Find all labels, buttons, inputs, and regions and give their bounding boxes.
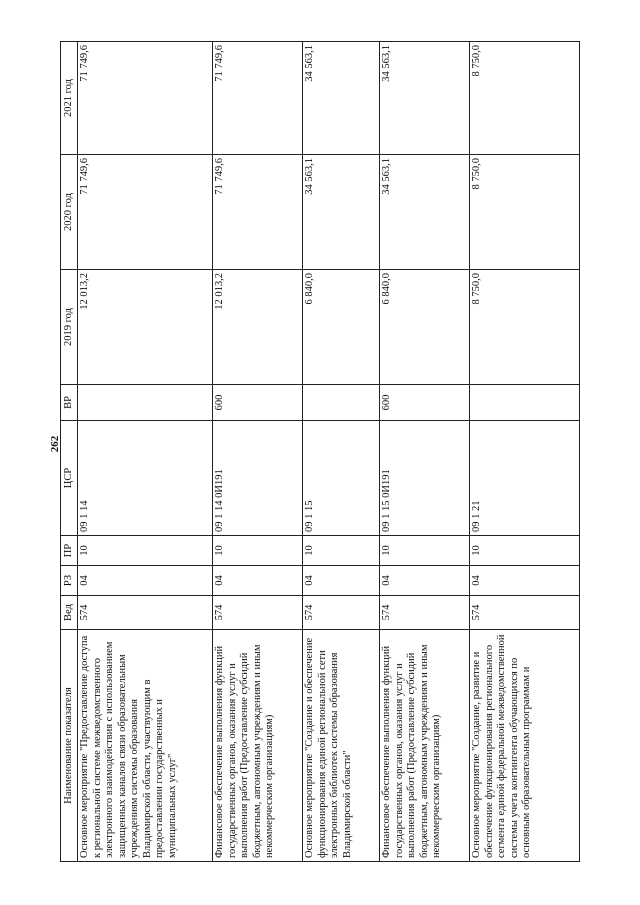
cell-vr — [78, 385, 213, 421]
cell-csr: 09 1 15 — [303, 421, 380, 536]
cell-name: Основное мероприятие "Создание, развитие и обеспечение функционирования регионального сегмента единой федеральной межведомственной системы учета контингента обучающихся по основным образовательным программам и — [470, 630, 580, 862]
cell-name: Финансовое обеспечение выполнения функций государственных органов, оказания услуг и выполнения работ (Предоставление субсидий бюджетным, автономным учреждениям и иным некоммерческим организациям) — [213, 630, 303, 862]
cell-ved: 574 — [303, 596, 380, 630]
header-row — [61, 42, 78, 862]
header-vr: ВР — [61, 385, 78, 421]
cell-2020: 34 563,1 — [380, 155, 470, 270]
cell-csr: 09 1 14 — [78, 421, 213, 536]
cell-vr: 600 — [213, 385, 303, 421]
table-row — [213, 42, 303, 862]
cell-name: Финансовое обеспечение выполнения функций государственных органов, оказания услуг и выполнения работ (Предоставление субсидий бюджетным, автономным учреждениям и иным некоммерческим организациям) — [380, 630, 470, 862]
cell-rz: 04 — [78, 566, 213, 596]
cell-2021: 71 749,6 — [78, 42, 213, 155]
cell-csr: 09 1 15 0И191 — [380, 421, 470, 536]
header-csr: ЦСР — [61, 421, 78, 536]
rotated-page — [60, 42, 580, 862]
header-pr: ПР — [61, 536, 78, 566]
cell-vr — [303, 385, 380, 421]
page-number: 262 — [49, 435, 61, 453]
cell-2020: 8 750,0 — [470, 155, 580, 270]
cell-ved: 574 — [470, 596, 580, 630]
cell-2021: 71 749,6 — [213, 42, 303, 155]
header-2019: 2019 год — [61, 270, 78, 385]
cell-name: Основное мероприятие "Предоставление доступа к региональной системе межведомственного электронного взаимодействия с использованием защищенных каналов связи образовательным учреждениям системы образования Владимирской области, участвующим в предоставлении государственных и муниципальных услуг" — [78, 630, 213, 862]
cell-rz: 04 — [380, 566, 470, 596]
cell-2021: 8 750,0 — [470, 42, 580, 155]
header-2021: 2021 год — [61, 42, 78, 155]
cell-2021: 34 563,1 — [380, 42, 470, 155]
cell-2019: 12 013,2 — [78, 270, 213, 385]
cell-ved: 574 — [380, 596, 470, 630]
table-row — [78, 42, 213, 862]
cell-2021: 34 563,1 — [303, 42, 380, 155]
cell-vr: 600 — [380, 385, 470, 421]
header-name: Наименование показателя — [61, 630, 78, 862]
cell-csr: 09 1 14 0И191 — [213, 421, 303, 536]
table-row — [380, 42, 470, 862]
cell-pr: 10 — [470, 536, 580, 566]
cell-2020: 71 749,6 — [213, 155, 303, 270]
table-row — [303, 42, 380, 862]
cell-ved: 574 — [78, 596, 213, 630]
header-2020: 2020 год — [61, 155, 78, 270]
cell-ved: 574 — [213, 596, 303, 630]
header-rz: РЗ — [61, 566, 78, 596]
cell-pr: 10 — [380, 536, 470, 566]
cell-2020: 34 563,1 — [303, 155, 380, 270]
cell-2019: 12 013,2 — [213, 270, 303, 385]
cell-vr — [470, 385, 580, 421]
cell-pr: 10 — [213, 536, 303, 566]
cell-csr: 09 1 21 — [470, 421, 580, 536]
cell-name: Основное мероприятие "Создание и обеспечение функционирования единой региональной сети электронных библиотек системы образования Владимирской области" — [303, 630, 380, 862]
cell-rz: 04 — [213, 566, 303, 596]
cell-pr: 10 — [303, 536, 380, 566]
cell-pr: 10 — [78, 536, 213, 566]
cell-rz: 04 — [303, 566, 380, 596]
cell-2020: 71 749,6 — [78, 155, 213, 270]
cell-2019: 8 750,0 — [470, 270, 580, 385]
header-ved: Вед — [61, 596, 78, 630]
cell-rz: 04 — [470, 566, 580, 596]
table-row — [470, 42, 580, 862]
budget-table — [60, 41, 580, 862]
cell-2019: 6 840,0 — [303, 270, 380, 385]
cell-2019: 6 840,0 — [380, 270, 470, 385]
